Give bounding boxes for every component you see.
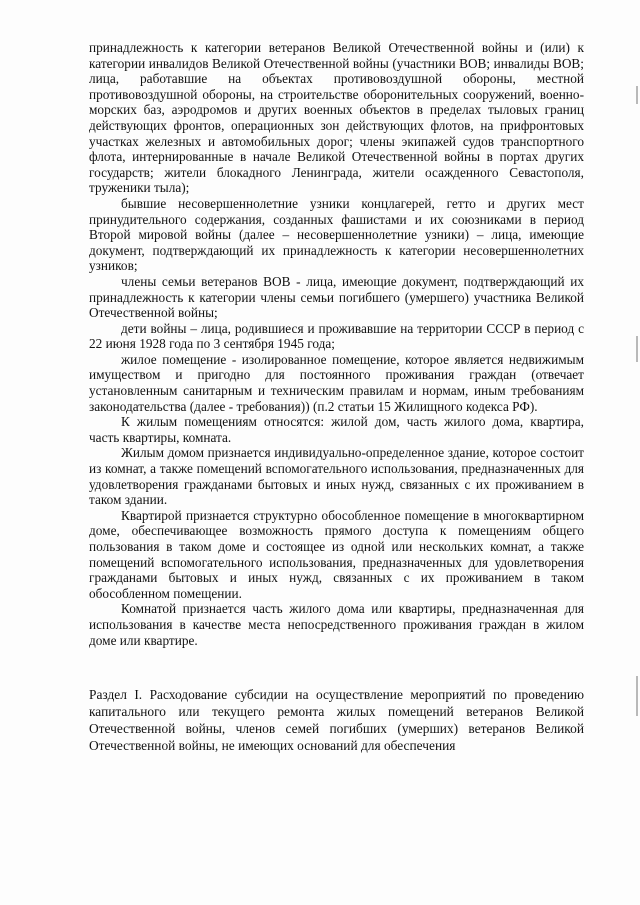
paragraph-children-of-war: дети войны – лица, родившиеся и проживавшие на территории СССР в период с 22 июня 1928 года по 3 сентября 1945 года;	[89, 320, 584, 352]
paragraph-house-definition: Жилым домом признается индивидуально-определенное здание, которое состоит из комнат, а также помещений вспомогательного использования, предназначенных для удовлетворения гражданами бытовых и иных нужд, связанных с их проживанием в таком здании.	[89, 445, 584, 508]
scan-edge-mark	[636, 676, 638, 716]
paragraph-veteran-categories: принадлежность к категории ветеранов Великой Отечественной войны и (или) к категории инвалидов Великой Отечественной войны (участники ВОВ; инвалиды ВОВ; лица, работавшие на объектах противовоздушной обороны, местной противовоздушной обороны, на строительстве оборонительных сооружений, военно-морских баз, аэродромов и других военных объектов в пределах тыловых границ действующих фронтов, операционных зон действующих флотов, на прифронтовых участках железных и автомобильных дорог; члены экипажей судов транспортного флота, интернированные в начале Великой Отечественной войны в портах других государств; жители блокадного Ленинграда, жители осажденного Севастополя, труженики тыла);	[89, 40, 584, 196]
document-body	[89, 40, 584, 754]
paragraph-family-members: члены семьи ветеранов ВОВ - лица, имеющие документ, подтверждающий их принадлежность к категории члены семьи погибшего (умершего) участника Великой Отечественной войны;	[89, 273, 584, 321]
paragraph-living-premises: жилое помещение - изолированное помещение, которое является недвижимым имуществом и пригодно для постоянного проживания граждан (отвечает установленным санитарным и техническим правилам и нормам, иным требованиям законодательства (далее - требования)) (п.2 статьи 15 Жилищного кодекса РФ).	[89, 351, 584, 414]
paragraph-apartment-definition: Квартирой признается структурно обособленное помещение в многоквартирном доме, обеспечивающее возможность прямого доступа к помещениям общего пользования в таком доме и состоящее из одной или нескольких комнат, а также помещений вспомогательного использования, предназначенных для удовлетворения гражданами бытовых и иных нужд, связанных с их проживанием в таком обособленном помещении.	[89, 507, 584, 601]
scan-edge-mark	[636, 336, 638, 362]
section-spacer	[89, 648, 584, 686]
section-heading: Раздел I. Расходование субсидии на осуществление мероприятий по проведению капитального или текущего ремонта жилых помещений ветеранов Великой Отечественной войны, членов семей погибших (умерших) ветеранов Великой Отечественной войны, не имеющих оснований для обеспечения	[89, 687, 584, 754]
paragraph-premises-types: К жилым помещениям относятся: жилой дом, часть жилого дома, квартира, часть квартиры, комната.	[89, 414, 584, 445]
paragraph-room-definition: Комнатой признается часть жилого дома или квартиры, предназначенная для использования в качестве места непосредственного проживания граждан в жилом доме или квартире.	[89, 601, 584, 648]
paragraph-underage-prisoners: бывшие несовершеннолетние узники концлагерей, гетто и других мест принудительного содержания, созданных фашистами и их союзниками в период Второй мировой войны (далее – несовершеннолетние узники) – лица, имеющие документ, подтверждающий их принадлежность к категории несовершеннолетних узников;	[89, 195, 584, 274]
scan-edge-mark	[636, 86, 638, 104]
